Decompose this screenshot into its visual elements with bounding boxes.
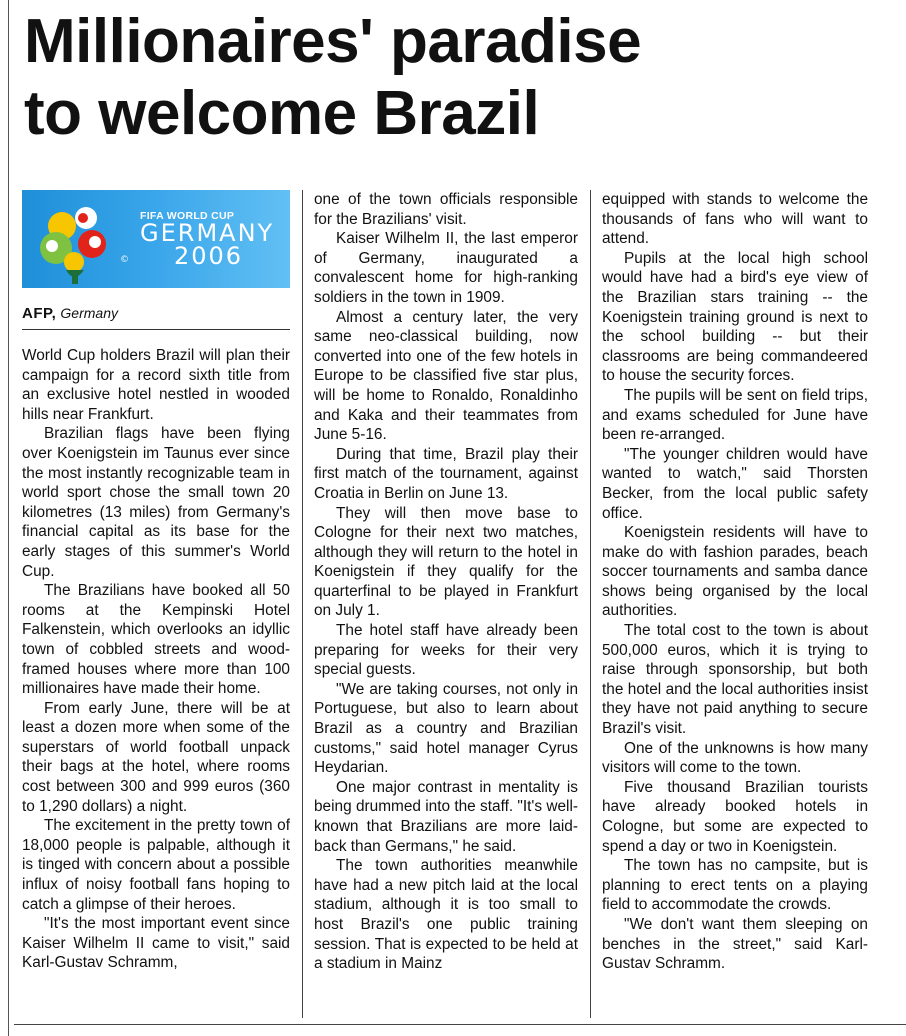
- headline: [24, 6, 894, 150]
- byline: [22, 304, 290, 330]
- paragraph: Pupils at the local high school would have had a bird's eye view of the Brazilian stars training -- the Koenigstein training ground is next to the school building -- but their classrooms are being commandeered to house the security forces.: [602, 249, 868, 385]
- paragraph: The Brazilians have booked all 50 rooms at the Kempinski Hotel Falkenstein, which overlooks an idyllic town of cobbled streets and wood-framed houses where more than 100 millionaires have made their home.: [22, 582, 290, 698]
- headline-line-2: to welcome Brazil: [24, 79, 540, 148]
- paragraph: From early June, there will be at least a dozen more when some of the superstars of world football unpack their bags at the hotel, where rooms cost between 300 and 999 euros (360 to 1,290 dollars) a night.: [22, 699, 290, 815]
- paragraph: "We don't want them sleeping on benches in the street," said Karl-Gustav Schramm.: [602, 915, 868, 973]
- byline-agency: AFP,: [22, 305, 57, 322]
- paragraph: Almost a century later, the very same neo-classical building, now converted into one of the few hotels in Europe to be classified five star plus, will be home to Ronaldo, Ronaldinho and Kaka and their teammates from June 5-16.: [314, 308, 578, 444]
- world-cup-logo: [22, 190, 290, 288]
- paragraph: World Cup holders Brazil will plan their campaign for a record sixth title from an exclusive hotel nestled in wooded hills near Frankfurt.: [22, 347, 290, 423]
- paragraph: Kaiser Wilhelm II, the last emperor of Germany, inaugurated a convalescent home for high-ranking soldiers in the town in 1909.: [314, 230, 578, 306]
- column-divider-1: [302, 190, 303, 1018]
- byline-location: Germany: [60, 305, 118, 321]
- logo-title-line-2: 2006: [174, 242, 244, 270]
- paragraph: One major contrast in mentality is being drummed into the staff. "It's well-known that Brazilians are more laid-back than Germans," he said.: [314, 778, 578, 855]
- paragraph: "It's the most important event since Kaiser Wilhelm II came to visit," said Karl-Gustav Schramm,: [22, 915, 290, 972]
- paragraph: equipped with stands to welcome the thousands of fans who will want to attend.: [602, 191, 868, 248]
- logo-fifa-text: FIFA WORLD CUP: [140, 210, 235, 222]
- logo-title-line-1: GERMANY: [140, 219, 275, 247]
- paragraph: The hotel staff have already been preparing for weeks for their very special guests.: [314, 622, 578, 679]
- paragraph: The pupils will be sent on field trips, and exams scheduled for June have been re-arranged.: [602, 386, 868, 444]
- paragraph: During that time, Brazil play their first match of the tournament, against Croatia in Berlin on June 13.: [314, 445, 578, 502]
- article-column-2: [314, 190, 578, 974]
- svg-text:©: ©: [120, 255, 129, 265]
- logo-title: [140, 219, 275, 270]
- paragraph: One of the unknowns is how many visitors will come to the town.: [602, 739, 868, 777]
- paragraph: The total cost to the town is about 500,000 euros, which it is trying to raise through sponsorship, but both the hotel and the local authorities insist they have not paid anything to secure Brazil's visit.: [602, 622, 868, 738]
- paragraph: The town authorities meanwhile have had a new pitch laid at the local stadium, although it is too small to host Brazil's one public training session. That is expected to be held at a stadium in Mainz: [314, 857, 578, 973]
- headline-line-1: Millionaires' paradise: [24, 7, 642, 76]
- paragraph: The excitement in the pretty town of 18,000 people is palpable, although it is tinged with concern about a possible influx of noisy football fans hoping to catch a glimpse of their heroes.: [22, 817, 290, 913]
- paragraph: They will then move base to Cologne for their next two matches, although they will return to the hotel in Koenigstein if they qualify for the quarterfinal to be played in Frankfurt on July 1.: [314, 504, 578, 620]
- paragraph: "The younger children would have wanted to watch," said Thorsten Becker, from the local public safety office.: [602, 445, 868, 522]
- column-divider-2: [590, 190, 591, 1018]
- article-column-1: [22, 346, 290, 973]
- paragraph: Five thousand Brazilian tourists have already booked hotels in Cologne, but some are expected to spend a day or two in Koenigstein.: [602, 778, 868, 855]
- article-column-3: [602, 190, 868, 974]
- paragraph: Koenigstein residents will have to make do with fashion parades, beach soccer tournaments and samba dance shows being organised by the local authorities.: [602, 524, 868, 620]
- paragraph: one of the town officials responsible for the Brazilians' visit.: [314, 191, 578, 228]
- paragraph: Brazilian flags have been flying over Koenigstein im Taunus ever since the most instantly recognizable team in world sport chose the small town 20 kilometres (13 miles) from Germany's financial capital as its base for the early stages of this summer's World Cup.: [22, 425, 290, 580]
- bottom-rule: [14, 1024, 906, 1025]
- page-edge-rule: [8, 0, 9, 1036]
- paragraph: The town has no campsite, but is planning to erect tents on a playing field to accommodate the crowds.: [602, 857, 868, 914]
- paragraph: "We are taking courses, not only in Portuguese, but also to learn about Brazil as a country and Brazilian customs," said hotel manager Cyrus Heydarian.: [314, 680, 578, 777]
